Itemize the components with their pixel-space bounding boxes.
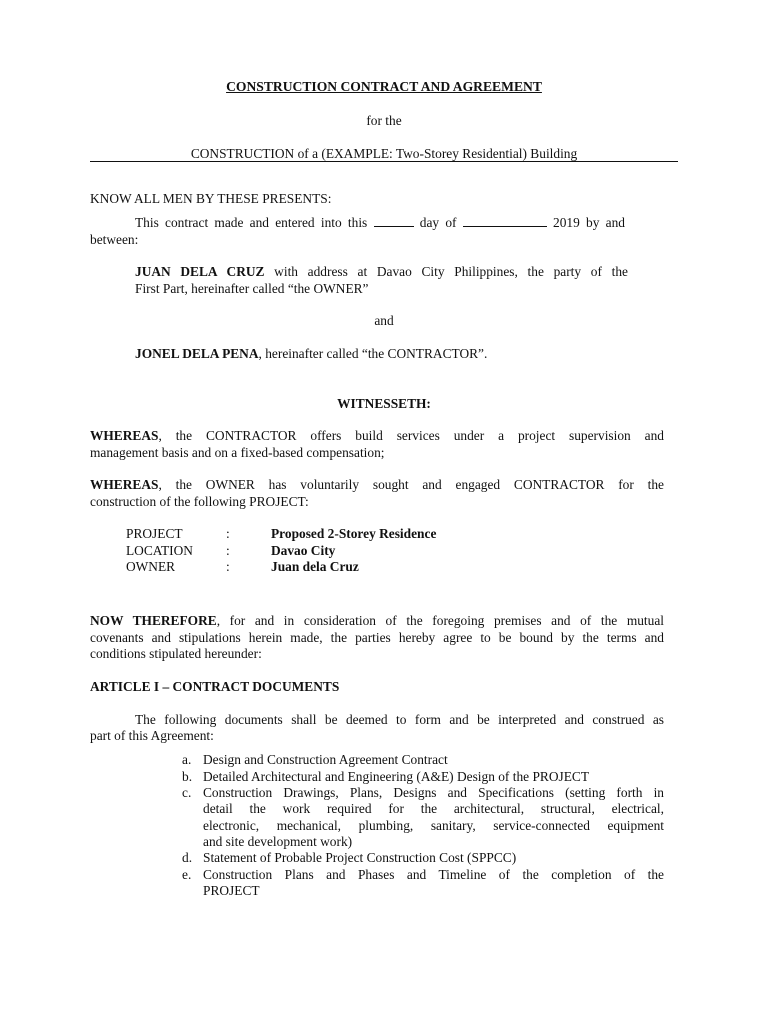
now-therefore-line-2: covenants and stipulations herein made, the parties hereby agree to be bound by the terms and — [90, 630, 664, 645]
list-item-text: Detailed Architectural and Engineering (A&E) Design of the PROJECT — [203, 769, 589, 784]
list-item-marker: d. — [182, 850, 193, 865]
witnesseth-heading: WITNESSETH: — [337, 396, 431, 411]
whereas-1-text: , the CONTRACTOR offers build services under a project supervision and — [158, 428, 664, 443]
for-the-line: for the — [366, 113, 402, 128]
list-item-text: Construction Drawings, Plans, Designs and Specifications (setting forth in — [203, 785, 664, 800]
intro-part-3: 2019 by and — [553, 215, 625, 230]
contractor-name: JONEL DELA PENA — [135, 346, 259, 361]
list-item-text: detail the work required for the architectural, structural, electrical, — [203, 801, 664, 816]
know-all-heading: KNOW ALL MEN BY THESE PRESENTS: — [90, 191, 332, 206]
owner-rest: with address at Davao City Philippines, the party of the — [274, 264, 628, 279]
and-line: and — [374, 313, 394, 328]
list-item-text: electronic, mechanical, plumbing, sanitary, service-connected equipment — [203, 818, 664, 833]
project-row-sep: : — [226, 526, 230, 541]
whereas-2-label: WHEREAS — [90, 477, 159, 492]
day-blank — [374, 215, 414, 227]
now-therefore-label: NOW THEREFORE — [90, 613, 217, 628]
now-therefore-line-3: conditions stipulated hereunder: — [90, 646, 262, 661]
project-row-label: PROJECT — [126, 526, 183, 541]
whereas-2-line-1 — [90, 477, 664, 493]
project-row-sep: : — [226, 543, 230, 558]
now-therefore-line-1 — [90, 613, 664, 629]
month-blank — [463, 215, 547, 227]
list-item-text: and site development work) — [203, 834, 353, 849]
now-therefore-text: , for and in consideration of the foregoing premises and of the mutual — [216, 613, 665, 628]
intro-line-1 — [135, 215, 625, 231]
contractor-line — [135, 346, 487, 362]
project-row-label: OWNER — [126, 559, 176, 574]
owner-line-2: First Part, hereinafter called “the OWNER” — [135, 281, 369, 296]
project-row-sep: : — [226, 559, 230, 574]
document-subtitle: CONSTRUCTION of a (EXAMPLE: Two-Storey Residential) Building — [190, 146, 578, 161]
document-title: CONSTRUCTION CONTRACT AND AGREEMENT — [226, 79, 542, 94]
project-row-value: Davao City — [271, 543, 336, 558]
list-item-text: PROJECT — [203, 883, 260, 898]
intro-part-2: day of — [419, 215, 457, 230]
owner-name: JUAN DELA CRUZ — [135, 264, 265, 279]
list-item-marker: a. — [182, 752, 192, 767]
whereas-1-line-2: management basis and on a fixed-based compensation; — [90, 445, 385, 460]
owner-line-1 — [135, 264, 628, 280]
list-item-text: Construction Plans and Phases and Timeline of the completion of the — [203, 867, 664, 882]
contractor-rest: , hereinafter called “the CONTRACTOR”. — [258, 346, 488, 361]
list-item-text: Design and Construction Agreement Contract — [203, 752, 448, 767]
whereas-1-label: WHEREAS — [90, 428, 159, 443]
list-item-marker: b. — [182, 769, 193, 784]
intro-line-2: between: — [90, 232, 139, 247]
docs-intro-line-1: The following documents shall be deemed to form and be interpreted and construed as — [135, 712, 664, 727]
project-row-value: Proposed 2-Storey Residence — [271, 526, 437, 541]
project-row-value: Juan dela Cruz — [271, 559, 359, 574]
list-item-text: Statement of Probable Project Construction Cost (SPPCC) — [203, 850, 517, 865]
project-row-label: LOCATION — [126, 543, 193, 558]
whereas-2-line-2: construction of the following PROJECT: — [90, 494, 309, 509]
docs-intro-line-2: part of this Agreement: — [90, 728, 214, 743]
subtitle-rule — [90, 161, 678, 162]
list-item-marker: c. — [182, 785, 192, 800]
article-1-heading: ARTICLE I – CONTRACT DOCUMENTS — [90, 679, 340, 694]
whereas-1-line-1 — [90, 428, 664, 444]
list-item-marker: e. — [182, 867, 192, 882]
whereas-2-text: , the OWNER has voluntarily sought and engaged CONTRACTOR for the — [158, 477, 664, 492]
intro-part-1: This contract made and entered into this — [135, 215, 368, 230]
